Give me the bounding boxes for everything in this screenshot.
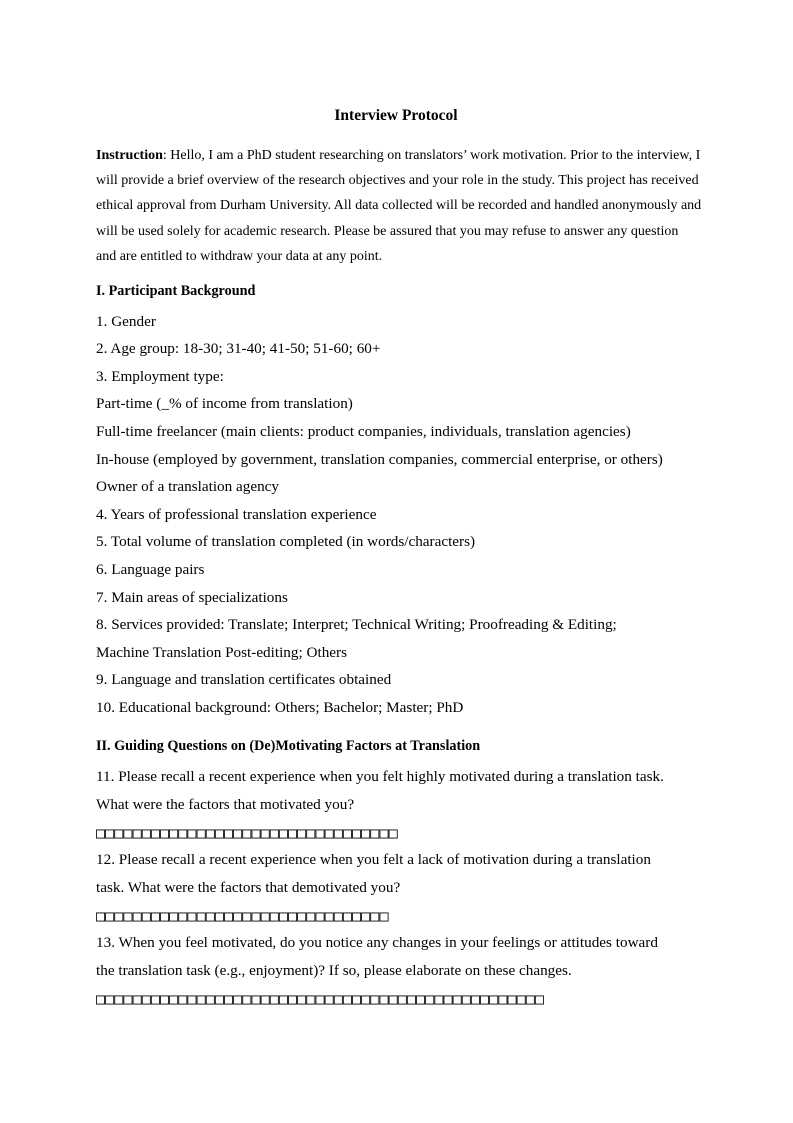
question-specializations: 7. Main areas of specializations xyxy=(96,589,288,606)
question-years-experience: 4. Years of professional translation experience xyxy=(96,506,377,523)
section-heading-guiding-questions: II. Guiding Questions on (De)Motivating Factors at Translation xyxy=(96,738,481,754)
question-12-line-2: task. What were the factors that demotivated you? xyxy=(96,879,401,896)
section-heading-participant-background: I. Participant Background xyxy=(96,283,256,299)
question-services-provided-continued: Machine Translation Post-editing; Others xyxy=(96,644,348,661)
question-11-line-2: What were the factors that motivated you? xyxy=(96,796,355,813)
option-full-time-freelancer: Full-time freelancer (main clients: product companies, individuals, translation agencies) xyxy=(96,423,631,440)
question-age-group: 2. Age group: 18-30; 31-40; 41-50; 51-60; 60+ xyxy=(96,340,381,357)
page-title: Interview Protocol xyxy=(334,107,458,124)
question-11-line-1: 11. Please recall a recent experience when you felt highly motivated during a translation task. xyxy=(96,768,664,785)
question-certificates: 9. Language and translation certificates obtained xyxy=(96,671,392,688)
question-education: 10. Educational background: Others; Bachelor; Master; PhD xyxy=(96,699,464,716)
instruction-text: : Hello, I am a PhD student researching on translators’ work motivation. Prior to the interview, I will provide a brief overview of the research objectives and your role in the study. This project has received ethical approval from Durham University. All data collected will be recorded and handled anonymously and will be used solely for academic research. Please be assured that you may refuse to answer any question and are entitled to withdraw your data at any point. xyxy=(96,148,702,264)
question-services-provided: 8. Services provided: Translate; Interpret; Technical Writing; Proofreading & Editing; xyxy=(96,616,617,633)
instruction-paragraph xyxy=(96,143,702,269)
question-translation-volume: 5. Total volume of translation completed (in words/characters) xyxy=(96,533,476,550)
question-11-chinese: □□□□□□□□□□□□□□□□□□□□□□□□□□□□□□□□□ xyxy=(96,824,398,842)
question-12-line-1: 12. Please recall a recent experience when you felt a lack of motivation during a translation xyxy=(96,851,651,868)
question-language-pairs: 6. Language pairs xyxy=(96,561,205,578)
question-13-line-1: 13. When you feel motivated, do you notice any changes in your feelings or attitudes toward xyxy=(96,934,658,951)
question-13-chinese: □□□□□□□□□□□□□□□□□□□□□□□□□□□□□□□□□□□□□□□□□□□□□□□□□ xyxy=(96,990,545,1008)
question-12-chinese: □□□□□□□□□□□□□□□□□□□□□□□□□□□□□□□□ xyxy=(96,907,389,925)
option-in-house: In-house (employed by government, translation companies, commercial enterprise, or others) xyxy=(96,451,663,468)
question-gender: 1. Gender xyxy=(96,313,156,330)
question-13-line-2: the translation task (e.g., enjoyment)? If so, please elaborate on these changes. xyxy=(96,962,572,979)
instruction-label: Instruction xyxy=(96,148,163,163)
option-agency-owner: Owner of a translation agency xyxy=(96,478,280,495)
option-part-time: Part-time (_% of income from translation) xyxy=(96,395,353,412)
question-employment-type: 3. Employment type: xyxy=(96,368,224,385)
